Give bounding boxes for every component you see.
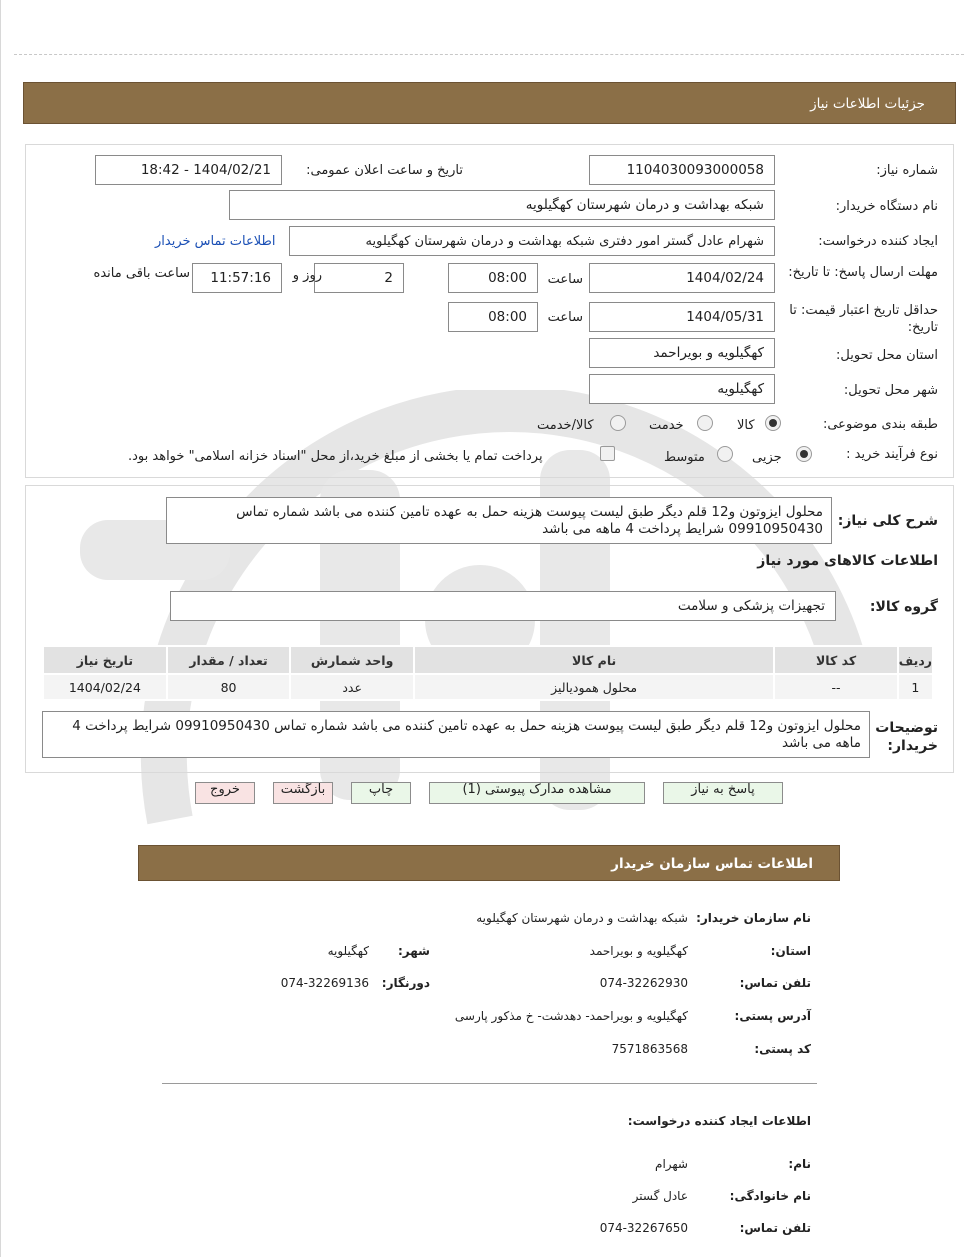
contact-fax-label: دورنگار:: [381, 976, 430, 990]
contact-city: کهگیلویه: [327, 944, 369, 958]
creator-phone: 074-32267650: [599, 1221, 688, 1235]
buyer-org-field: شبکه بهداشت و درمان شهرستان کهگیلویه: [229, 190, 775, 220]
category-option-goods: کالا: [737, 418, 755, 433]
contact-address: کهگیلویه و بویراحمد- دهدشت- خ مذکور پارسی: [454, 1009, 688, 1023]
buyer-notes-text: محلول ایزوتون و12 قلم دیگر طبق لیست پیوست هزینه حمل به عهده تامین کننده می باشد شماره تماس 09910950430 شرایط پرداخت 4 ماهه می باشد: [72, 718, 861, 751]
category-option-both: کالا/خدمت: [537, 418, 594, 433]
remaining-time-field: 11:57:16: [192, 263, 282, 293]
category-radio-service[interactable]: [697, 415, 713, 431]
goods-table-wrapper: [42, 645, 934, 701]
exit-button[interactable]: خروج: [195, 782, 255, 804]
buyer-notes-label: توضیحات خریدار:: [875, 720, 938, 754]
price-validity-time-label: ساعت: [547, 310, 583, 325]
col-unit: واحد شمارش: [290, 646, 414, 674]
contact-header: [138, 845, 840, 881]
summary-label: شرح کلی نیاز:: [837, 513, 938, 529]
contact-org-label: نام سازمان خریدار:: [696, 911, 811, 925]
price-validity-date-field: 1404/05/31: [589, 302, 775, 332]
goods-group-field: تجهیزات پزشکی و سلامت: [170, 591, 836, 621]
goods-table: [42, 645, 934, 701]
goods-group-label: گروه کالا:: [869, 599, 938, 615]
buyer-notes-box: [42, 711, 870, 758]
creator-info-title: اطلاعات ایجاد کننده درخواست:: [627, 1114, 811, 1128]
top-divider: [14, 54, 964, 55]
creator-name: شهرام: [655, 1157, 688, 1171]
goods-section-title: اطلاعات کالاهای مورد نیاز: [757, 553, 938, 569]
cell-code: --: [774, 674, 897, 700]
cell-name: محلول همودیالیز: [414, 674, 774, 700]
category-radio-goods[interactable]: [765, 415, 781, 431]
need-number-field: 1104030093000058: [589, 155, 775, 185]
purchase-option-minor: جزیی: [752, 450, 782, 465]
city-label: شهر محل تحویل:: [843, 383, 938, 398]
table-row: [43, 674, 933, 700]
left-border: [0, 0, 1, 1257]
col-name: نام کالا: [414, 646, 774, 674]
days-field: 2: [314, 263, 404, 293]
contact-divider: [162, 1083, 817, 1084]
col-qty: تعداد / مقدار: [167, 646, 291, 674]
contact-phone-label: تلفن تماس:: [739, 976, 811, 990]
attachments-button[interactable]: مشاهده مدارک پیوستی (1): [429, 782, 645, 804]
contact-postal-label: کد پستی:: [754, 1042, 811, 1056]
province-label: استان محل تحویل:: [836, 348, 938, 363]
category-option-service: خدمت: [649, 418, 684, 433]
contact-province: کهگیلویه و بویراحمد: [589, 944, 688, 958]
price-validity-time-field: 08:00: [448, 302, 538, 332]
creator-family: عادل گستر: [632, 1189, 688, 1203]
contact-org: شبکه بهداشت و درمان شهرستان کهگیلویه: [476, 911, 688, 925]
back-button[interactable]: بازگشت: [273, 782, 333, 804]
purchase-type-label: نوع فرآیند خرید :: [846, 447, 938, 462]
province-field: کهگیلویه و بویراحمد: [589, 338, 775, 368]
creator-field: شهرام عادل گستر امور دفتری شبکه بهداشت و درمان شهرستان کهگیلویه: [289, 226, 775, 256]
purchase-radio-medium[interactable]: [717, 446, 733, 462]
contact-city-label: شهر:: [398, 944, 430, 958]
need-number-label: شماره نیاز:: [876, 163, 938, 178]
treasury-note: پرداخت تمام یا بخشی از مبلغ خرید،از محل "اسناد خزانه اسلامی" خواهد بود.: [128, 449, 543, 464]
contact-address-label: آدرس پستی:: [734, 1009, 811, 1023]
creator-family-label: نام خانوادگی:: [729, 1189, 811, 1203]
creator-name-label: نام:: [788, 1157, 811, 1171]
days-label: روز و: [292, 268, 322, 283]
contact-phone: 074-32262930: [599, 976, 688, 990]
creator-phone-label: تلفن تماس:: [739, 1221, 811, 1235]
buyer-contact-link[interactable]: اطلاعات تماس خریدار: [155, 234, 276, 249]
category-radio-both[interactable]: [610, 415, 626, 431]
city-field: کهگیلویه: [589, 374, 775, 404]
deadline-time-label: ساعت: [547, 272, 583, 287]
page-header: [23, 82, 956, 124]
page-title: جزئیات اطلاعات نیاز: [810, 96, 925, 112]
reply-button[interactable]: پاسخ به نیاز: [663, 782, 783, 804]
deadline-label: مهلت ارسال پاسخ: تا تاریخ:: [788, 265, 938, 280]
summary-box: [166, 497, 832, 544]
contact-fax: 074-32269136: [280, 976, 369, 990]
buyer-org-label: نام دستگاه خریدار:: [835, 199, 938, 214]
deadline-time-field: 08:00: [448, 263, 538, 293]
category-label: طبقه بندی موضوعی:: [822, 417, 938, 432]
cell-row: 1: [898, 674, 933, 700]
purchase-option-medium: متوسط: [664, 450, 705, 465]
contact-postal: 7571863568: [611, 1042, 688, 1056]
treasury-checkbox[interactable]: [600, 446, 615, 461]
col-code: کد کالا: [774, 646, 897, 674]
cell-qty: 80: [167, 674, 291, 700]
announce-field: 1404/02/21 - 18:42: [95, 155, 282, 185]
cell-unit: عدد: [290, 674, 414, 700]
price-validity-label: حداقل تاریخ اعتبار قیمت: تا تاریخ:: [789, 303, 938, 335]
col-date: تاریخ نیاز: [43, 646, 167, 674]
remaining-label: ساعت باقی مانده: [93, 266, 190, 281]
print-button[interactable]: چاپ: [351, 782, 411, 804]
deadline-date-field: 1404/02/24: [589, 263, 775, 293]
creator-label: ایجاد کننده درخواست:: [818, 234, 938, 249]
col-row: ردیف: [898, 646, 933, 674]
announce-label: تاریخ و ساعت اعلان عمومی:: [306, 163, 463, 178]
summary-text: محلول ایزوتون و12 قلم دیگر طبق لیست پیوست هزینه حمل به عهده تامین کننده می باشد شماره تماس 09910950430 شرایط پرداخت 4 ماهه می باشد: [236, 504, 823, 537]
contact-title: اطلاعات تماس سازمان خریدار: [611, 856, 813, 872]
contact-province-label: استان:: [770, 944, 811, 958]
purchase-radio-minor[interactable]: [796, 446, 812, 462]
cell-date: 1404/02/24: [43, 674, 167, 700]
